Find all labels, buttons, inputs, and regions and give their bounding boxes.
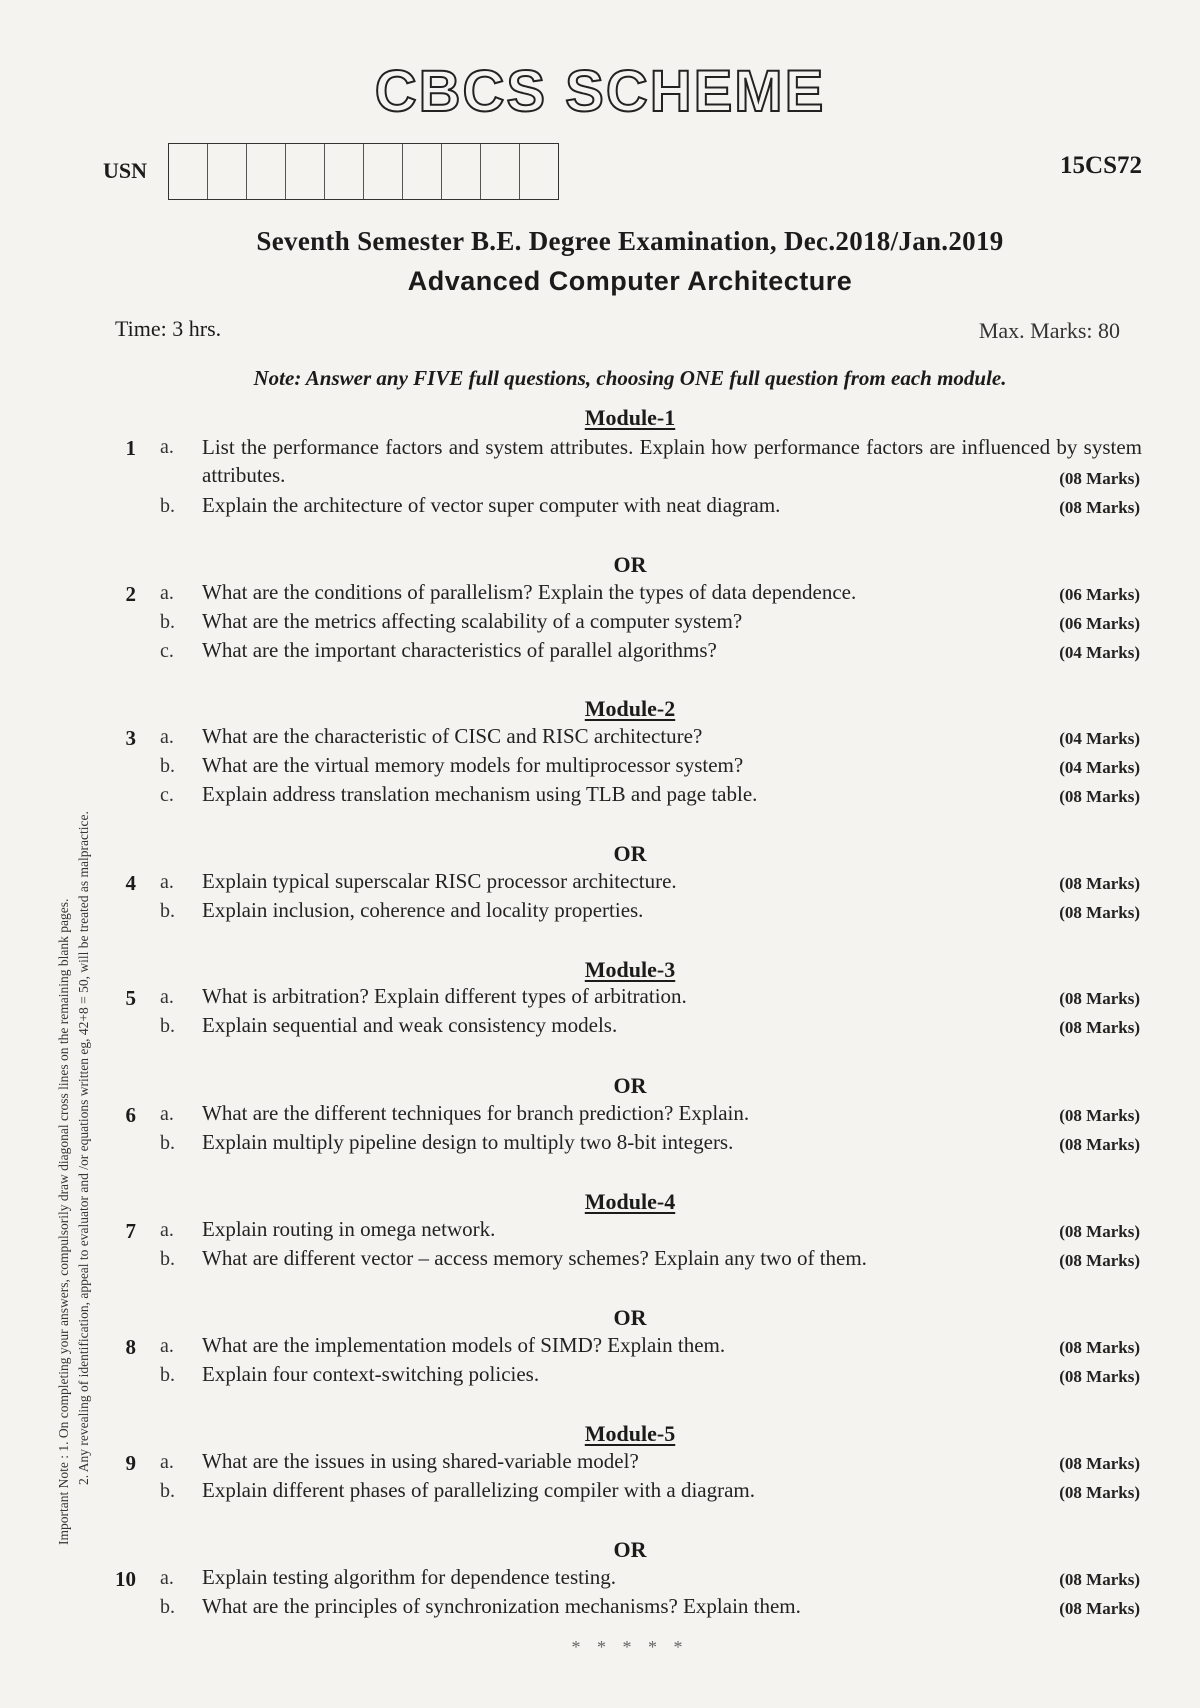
question-number: 3 (125, 726, 136, 750)
question-text: What are the different techniques for branch prediction? Explain. (202, 1101, 750, 1125)
usn-cell[interactable] (208, 144, 247, 199)
instructions-note: Note: Answer any FIVE full questions, choosing ONE full question from each module. (253, 366, 1007, 390)
module-heading: Module-1 (584, 405, 676, 430)
question-number: 8 (125, 1335, 136, 1359)
part-label: a. (160, 1335, 174, 1357)
marks-label: (08 Marks) (1059, 1018, 1140, 1037)
usn-cell[interactable] (169, 144, 208, 199)
part-label: b. (160, 1480, 175, 1502)
question-number: 7 (125, 1219, 136, 1243)
module-heading: Module-3 (584, 957, 676, 982)
marks-label: (08 Marks) (1059, 1251, 1140, 1270)
marks-label: (08 Marks) (1059, 1338, 1140, 1357)
side-note-line: Important Note : 1. On completing your answers, compulsorily draw diagonal cross lines on the remaining blank pages. (56, 898, 71, 1545)
question-text: Explain typical superscalar RISC processor architecture. (202, 869, 677, 893)
question-number: 4 (125, 871, 136, 895)
module-heading: Module-4 (584, 1189, 676, 1214)
exam-title: Seventh Semester B.E. Degree Examination, Dec.2018/Jan.2019 (256, 226, 1004, 256)
question-text: Explain testing algorithm for dependence testing. (202, 1565, 617, 1589)
part-label: a. (160, 871, 174, 893)
part-label: a. (160, 1219, 174, 1241)
question-text: Explain inclusion, coherence and locality properties. (202, 898, 644, 922)
question-number: 5 (125, 986, 136, 1010)
question-number: 10 (115, 1567, 136, 1591)
part-label: c. (160, 640, 174, 662)
part-label: b. (160, 1015, 175, 1037)
question-text: Explain different phases of parallelizing compiler with a diagram. (202, 1478, 756, 1502)
question-text: What are the characteristic of CISC and RISC architecture? (202, 724, 703, 748)
question-text: What are the important characteristics of parallel algorithms? (202, 638, 717, 662)
max-marks: Max. Marks: 80 (978, 318, 1120, 343)
marks-label: (08 Marks) (1059, 874, 1140, 893)
marks-label: (08 Marks) (1059, 1106, 1140, 1125)
part-label: b. (160, 495, 175, 517)
question-text: What are the virtual memory models for multiprocessor system? (202, 753, 744, 777)
marks-label: (08 Marks) (1059, 989, 1140, 1008)
marks-label: (08 Marks) (1059, 1570, 1140, 1589)
question-text: Explain sequential and weak consistency models. (202, 1013, 618, 1037)
usn-cell[interactable] (247, 144, 286, 199)
part-label: a. (160, 726, 174, 748)
part-label: a. (160, 1567, 174, 1589)
marks-label: (08 Marks) (1059, 903, 1140, 922)
module-heading: Module-2 (584, 696, 676, 721)
or-separator: OR (613, 841, 647, 866)
marks-label: (04 Marks) (1059, 729, 1140, 748)
marks-label: (04 Marks) (1059, 758, 1140, 777)
question-text: What are different vector – access memory schemes? Explain any two of them. (202, 1246, 867, 1270)
module-heading: Module-5 (584, 1421, 676, 1446)
marks-label: (08 Marks) (1059, 1135, 1140, 1154)
question-text: Explain routing in omega network. (202, 1217, 496, 1241)
usn-cell[interactable] (403, 144, 442, 199)
question-text: Explain the architecture of vector super computer with neat diagram. (202, 493, 781, 517)
usn-cell[interactable] (442, 144, 481, 199)
question-text: List the performance factors and system attributes. Explain how performance factors are influenced by system attributes. (202, 435, 1142, 487)
scheme-banner: CBCS SCHEME (374, 59, 826, 124)
side-note-line: 2. Any revealing of identification, appeal to evaluator and /or equations written eg, 42+8 = 50, will be treated as malpractice. (76, 811, 91, 1485)
marks-label: (08 Marks) (1059, 787, 1140, 806)
part-label: b. (160, 900, 175, 922)
marks-label: (08 Marks) (1059, 1483, 1140, 1502)
part-label: a. (160, 436, 174, 458)
question-number: 2 (125, 582, 136, 606)
part-label: b. (160, 1364, 175, 1386)
or-separator: OR (613, 552, 647, 577)
usn-cell[interactable] (364, 144, 403, 199)
part-label: a. (160, 986, 174, 1008)
subject-title: Advanced Computer Architecture (407, 266, 853, 296)
end-of-paper-marker: * * * * * (571, 1637, 689, 1657)
part-label: c. (160, 784, 174, 806)
marks-label: (06 Marks) (1059, 614, 1140, 633)
part-label: a. (160, 1451, 174, 1473)
part-label: a. (160, 1103, 174, 1125)
question-number: 9 (125, 1451, 136, 1475)
question-number: 1 (125, 436, 136, 460)
usn-cell[interactable] (481, 144, 520, 199)
course-code: 15CS72 (1060, 152, 1142, 179)
part-label: b. (160, 1248, 175, 1270)
question-text: What are the principles of synchronization mechanisms? Explain them. (202, 1594, 801, 1618)
question-text: What are the implementation models of SIMD? Explain them. (202, 1333, 726, 1357)
part-label: b. (160, 1596, 175, 1618)
part-label: b. (160, 755, 175, 777)
usn-cell[interactable] (286, 144, 325, 199)
question-text: What are the metrics affecting scalability of a computer system? (202, 609, 743, 633)
marks-label: (08 Marks) (1059, 1222, 1140, 1241)
marks-label: (04 Marks) (1059, 643, 1140, 662)
part-label: b. (160, 611, 175, 633)
or-separator: OR (613, 1537, 647, 1562)
part-label: a. (160, 582, 174, 604)
marks-label: (08 Marks) (1059, 1454, 1140, 1473)
marks-label: (08 Marks) (1059, 498, 1140, 517)
marks-label: (06 Marks) (1059, 585, 1140, 604)
usn-cell[interactable] (520, 144, 558, 199)
question-text: Explain four context-switching policies. (202, 1362, 540, 1386)
usn-label: USN (103, 158, 148, 183)
exam-duration: Time: 3 hrs. (115, 316, 222, 341)
question-text: Explain address translation mechanism using TLB and page table. (202, 782, 758, 806)
or-separator: OR (613, 1305, 647, 1330)
question-text: What are the conditions of parallelism? Explain the types of data dependence. (202, 580, 857, 604)
part-label: b. (160, 1132, 175, 1154)
marks-label: (08 Marks) (1059, 1367, 1140, 1386)
question-number: 6 (125, 1103, 136, 1127)
usn-box-grid[interactable] (168, 143, 559, 200)
question-text: Explain multiply pipeline design to multiply two 8-bit integers. (202, 1130, 734, 1154)
question-text: What is arbitration? Explain different types of arbitration. (202, 984, 687, 1008)
question-text: What are the issues in using shared-variable model? (202, 1449, 639, 1473)
marks-label: (08 Marks) (1059, 1599, 1140, 1618)
or-separator: OR (613, 1073, 647, 1098)
marks-label: (08 Marks) (1059, 469, 1140, 488)
usn-cell[interactable] (325, 144, 364, 199)
